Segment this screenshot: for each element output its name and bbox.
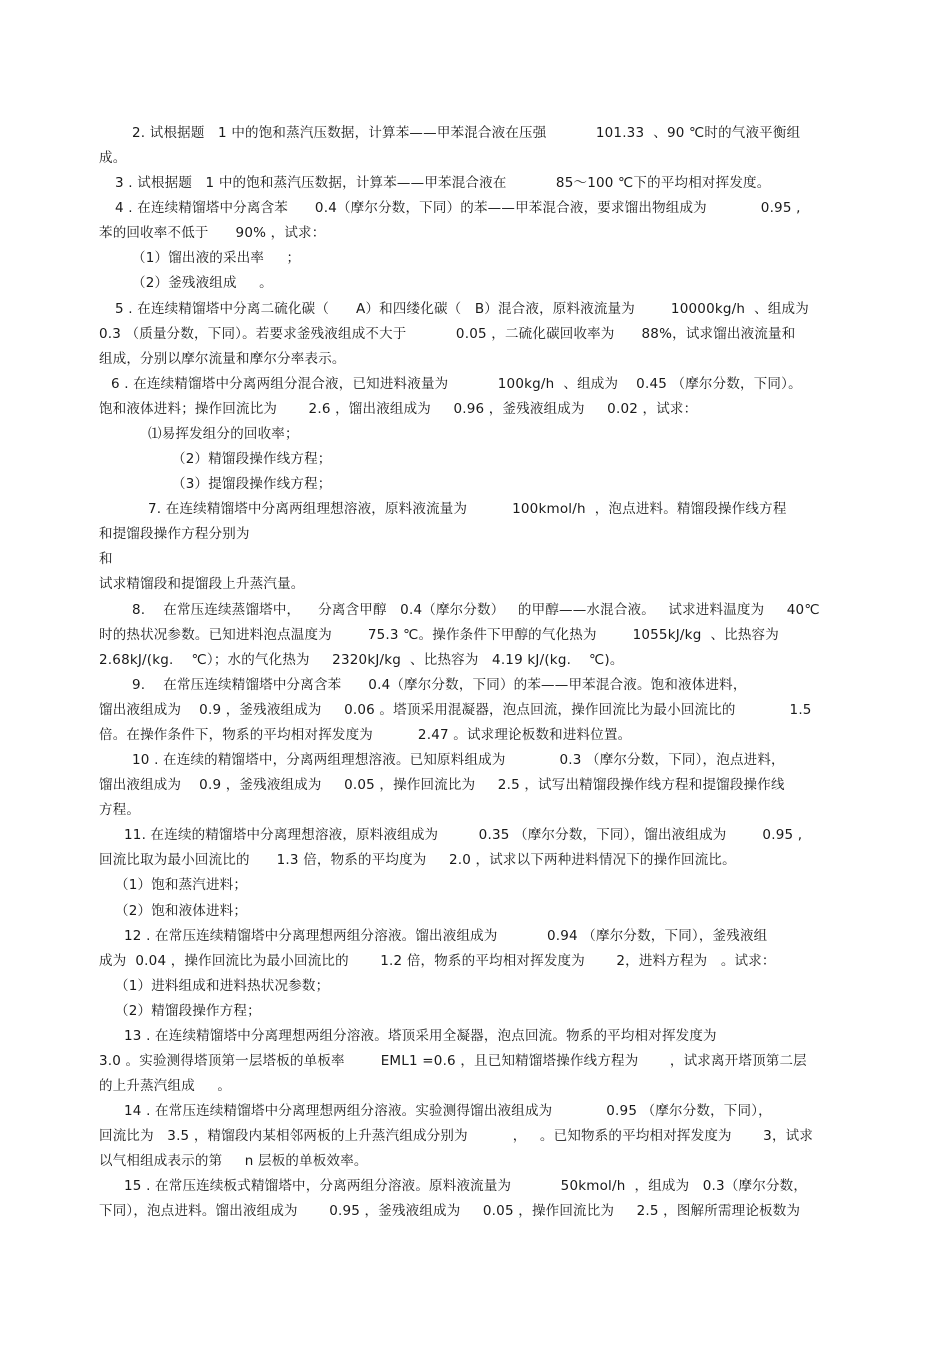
problem-13-line-3: 的上升蒸汽组成 。 bbox=[99, 1078, 232, 1094]
problem-11-line-2: 回流比取为最小回流比的 1.3 倍，物系的平均度为 2.0 ，试求以下两种进料情况下的操作回流比。 bbox=[99, 852, 736, 868]
problem-4-line-1: 4 . 在连续精馏塔中分离含苯 0.4（摩尔分数，下同）的苯——甲苯混合液，要求馏出物组成为 0.95 , bbox=[115, 200, 801, 216]
problem-6-item-3: （3）提馏段操作线方程； bbox=[172, 476, 332, 492]
problem-15-line-1: 15 . 在常压连续板式精馏塔中，分离两组分溶液。原料液流量为 50kmol/h ，组成为 0.3（摩尔分数， bbox=[124, 1178, 808, 1194]
problem-9-line-2: 馏出液组成为 0.9 ，釜残液组成为 0.06 。塔顶采用混凝器，泡点回流，操作回流比为最小回流比的 1.5 bbox=[99, 702, 812, 718]
problem-7-line-1: 7. 在连续精馏塔中分离两组理想溶液，原料液流量为 100kmol/h ，泡点进料。精馏段操作线方程 bbox=[148, 501, 787, 517]
problem-9-line-3: 倍。在操作条件下，物系的平均相对挥发度为 2.47 。试求理论板数和进料位置。 bbox=[99, 727, 632, 743]
problem-12-item-2: （2）精馏段操作方程； bbox=[115, 1003, 261, 1019]
problem-4-item-2: （2）釜残液组成 。 bbox=[132, 275, 273, 291]
problem-9-line-1: 9. 在常压连续精馏塔中分离含苯 0.4（摩尔分数，下同）的苯——甲苯混合液。饱和液体进料， bbox=[132, 677, 747, 693]
problem-5-line-1: 5 . 在连续精馏塔中分离二硫化碳（ A）和四缕化碳（ B）混合液，原料液流量为 10000kg/h 、组成为 bbox=[115, 301, 809, 317]
problem-7-line-3: 和 bbox=[99, 551, 113, 567]
problem-8-line-3: 2.68kJ/(kg. ℃）；水的气化热为 2320kJ/kg 、比热容为 4.19 kJ/(kg. ℃)。 bbox=[99, 652, 624, 668]
problem-11-line-1: 11. 在连续的精馏塔中分离理想溶液，原料液组成为 0.35 （摩尔分数，下同），馏出液组成为 0.95 , bbox=[124, 827, 803, 843]
problem-12-line-1: 12 . 在常压连续精馏塔中分离理想两组分溶液。馏出液组成为 0.94 （摩尔分数，下同），釜残液组 bbox=[124, 928, 768, 944]
problem-10-line-2: 馏出液组成为 0.9 ，釜残液组成为 0.05 ，操作回流比为 2.5 ，试写出精馏段操作线方程和提馏段操作线 bbox=[99, 777, 785, 793]
problem-4-line-2: 苯的回收率不低于 90% ，试求： bbox=[99, 225, 326, 241]
problem-12-item-1: （1）进料组成和进料热状况参数； bbox=[115, 978, 330, 994]
problem-14-line-1: 14 . 在常压连续精馏塔中分离理想两组分溶液。实验测得馏出液组成为 0.95 （摩尔分数，下同）， bbox=[124, 1103, 772, 1119]
problem-5-line-3: 组成，分别以摩尔流量和摩尔分率表示。 bbox=[99, 351, 346, 367]
problem-6-item-1: ⑴易挥发组分的回收率； bbox=[148, 426, 299, 442]
problem-14-line-2: 回流比为 3.5 ，精馏段内某相邻两板的上升蒸汽组成分别为 ， 。已知物系的平均相对挥发度为 3，试求 bbox=[99, 1128, 814, 1144]
problem-13-line-2: 3.0 。实验测得塔顶第一层塔板的单板率 EML1 =0.6 ，且已知精馏塔操作线方程为 ，试求离开塔顶第二层 bbox=[99, 1053, 807, 1069]
problem-10-line-1: 10 . 在连续的精馏塔中，分离两组理想溶液。已知原料组成为 0.3 （摩尔分数，下同），泡点进料， bbox=[132, 752, 785, 768]
problem-8-line-2: 时的热状况参数。已知进料泡点温度为 75.3 ℃。操作条件下甲醇的气化热为 1055kJ/kg 、比热容为 bbox=[99, 627, 779, 643]
problem-2-line-1: 2. 试根据题 1 中的饱和蒸汽压数据，计算苯——甲苯混合液在压强 101.33 、90 ℃时的气液平衡组 bbox=[132, 125, 801, 141]
problem-13-line-1: 13 . 在连续精馏塔中分离理想两组分溶液。塔顶采用全凝器，泡点回流。物系的平均相对挥发度为 bbox=[124, 1028, 717, 1044]
problem-7-line-2: 和提馏段操作方程分别为 bbox=[99, 526, 250, 542]
problem-10-line-3: 方程。 bbox=[99, 802, 141, 818]
problem-2-line-2: 成。 bbox=[99, 150, 127, 166]
problem-11-item-2: （2）饱和液体进料； bbox=[115, 903, 248, 919]
problem-6-item-2: （2）精馏段操作线方程； bbox=[172, 451, 332, 467]
problem-15-line-2: 下同），泡点进料。馏出液组成为 0.95 ，釜残液组成为 0.05 ，操作回流比为 2.5 ，图解所需理论板数为 bbox=[99, 1203, 801, 1219]
problem-4-item-1: （1）馏出液的采出率 ； bbox=[132, 250, 301, 266]
problem-6-line-1: 6 . 在连续精馏塔中分离两组分混合液，已知进料液量为 100kg/h 、组成为 0.45 （摩尔分数，下同）。 bbox=[111, 376, 802, 392]
problem-7-line-4: 试求精馏段和提馏段上升蒸汽量。 bbox=[99, 576, 305, 592]
problem-8-line-1: 8. 在常压连续蒸馏塔中， 分离含甲醇 0.4（摩尔分数） 的甲醇——水混合液。 试求进料温度为 40℃ bbox=[132, 602, 820, 618]
problem-14-line-3: 以气相组成表示的第 n 层板的单板效率。 bbox=[99, 1153, 368, 1169]
problem-12-line-2: 成为 0.04 ，操作回流比为最小回流比的 1.2 倍，物系的平均相对挥发度为 2，进料方程为 。试求： bbox=[99, 953, 776, 969]
problem-11-item-1: （1）饱和蒸汽进料； bbox=[115, 877, 248, 893]
problem-3-line-1: 3 . 试根据题 1 中的饱和蒸汽压数据，计算苯——甲苯混合液在 85～100 ℃下的平均相对挥发度。 bbox=[115, 175, 771, 191]
problem-5-line-2: 0.3 （质量分数，下同）。若要求釜残液组成不大于 0.05 ，二硫化碳回收率为 88%，试求馏出液流量和 bbox=[99, 326, 796, 342]
problem-6-line-2: 饱和液体进料；操作回流比为 2.6 ，馏出液组成为 0.96 ，釜残液组成为 0.02 ，试求： bbox=[99, 401, 698, 417]
